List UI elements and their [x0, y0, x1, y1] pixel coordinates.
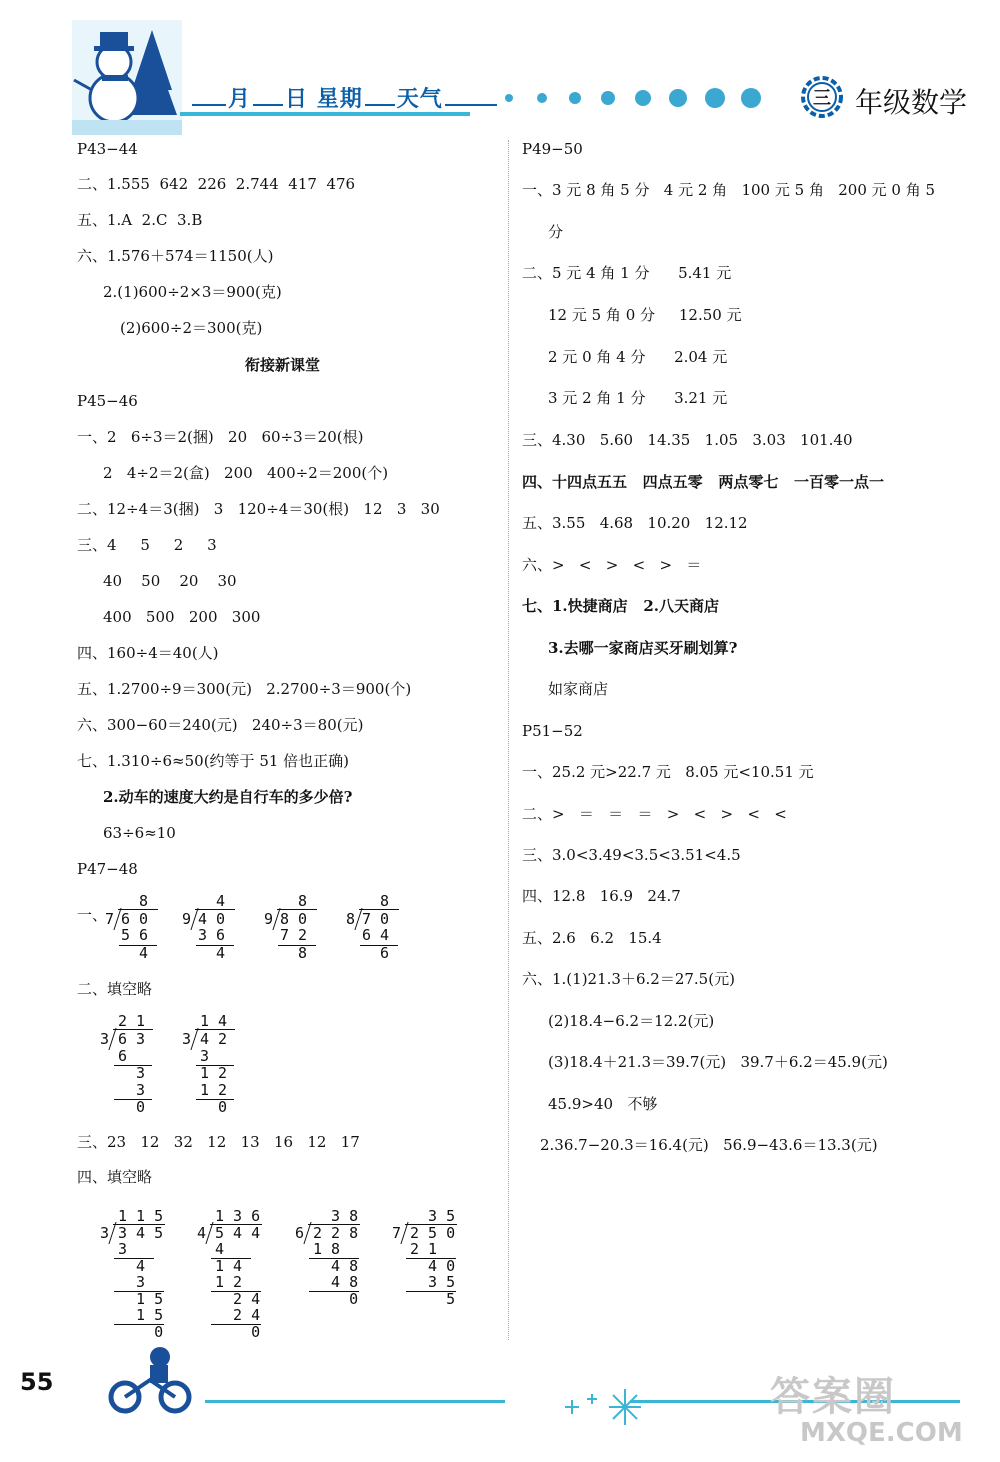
answer-line: 400 500 200 300 — [103, 608, 261, 626]
answer-line: 40 50 20 30 — [103, 572, 237, 590]
weather-label: 天气 — [396, 87, 443, 112]
gear-badge-icon — [800, 75, 844, 119]
answer-line: 二、12÷4＝3(捆) 3 120÷4＝30(根) 12 3 30 — [77, 500, 440, 518]
answer-line: 五、2.6 6.2 15.4 — [522, 929, 662, 947]
girl-on-bicycle-icon — [105, 1345, 195, 1415]
answer-line: 三、23 12 32 12 13 16 12 17 — [77, 1133, 360, 1151]
page-ref-49: P49−50 — [522, 140, 583, 158]
answer-line: 一、3 元 8 角 5 分 4 元 2 角 100 元 5 角 200 元 0 角 5 — [522, 181, 936, 199]
answer-line: 六、> < > < > ＝ — [522, 556, 702, 574]
answer-line: 63÷6≈10 — [103, 824, 176, 842]
page-header — [0, 0, 1000, 140]
answer-line: 四、12.8 16.9 24.7 — [522, 887, 681, 905]
answer-line: (3)18.4＋21.3＝39.7(元) 39.7＋6.2＝45.9(元) — [548, 1053, 888, 1071]
page-ref-47: P47−48 — [77, 860, 138, 878]
answer-line: 七、1.310÷6≈50(约等于 51 倍也正确) — [77, 752, 350, 770]
page-ref-51: P51−52 — [522, 722, 583, 740]
answer-line: 一、2 6÷3＝2(捆) 20 60÷3＝20(根) — [77, 428, 364, 446]
question-label: 二、填空略 — [77, 980, 153, 998]
footer-line — [205, 1400, 505, 1403]
answer-line: 二、1.555 642 226 2.744 417 476 — [77, 175, 356, 193]
column-divider — [508, 140, 509, 1340]
answer-line: 分 — [548, 223, 564, 241]
page-ref-43: P43−44 — [77, 140, 138, 158]
snowman-icon — [72, 20, 182, 135]
answer-line: (2)18.4−6.2＝12.2(元) — [548, 1012, 715, 1030]
answer-line: 12 元 5 角 0 分 12.50 元 — [548, 306, 742, 324]
answer-line: 三、4 5 2 3 — [77, 536, 217, 554]
section-title: 衔接新课堂 — [245, 356, 321, 374]
answer-line: 四、十四点五五 四点五零 两点零七 一百零一点一 — [522, 473, 885, 491]
answer-line: 45.9>40 不够 — [548, 1095, 658, 1113]
answer-line: 二、5 元 4 角 1 分 5.41 元 — [522, 264, 732, 282]
answer-line: 2.36.7−20.3＝16.4(元) 56.9−43.6＝13.3(元) — [540, 1136, 878, 1154]
month-label: 月 — [228, 87, 252, 112]
grade-char: 三 — [813, 88, 831, 109]
snowflake-icon — [555, 1385, 655, 1430]
page-ref-45: P45−46 — [77, 392, 138, 410]
answer-line: 五、3.55 4.68 10.20 12.12 — [522, 514, 748, 532]
weekday-label: 星期 — [316, 87, 363, 112]
day-label: 日 — [285, 87, 309, 112]
answer-line: 五、1.A 2.C 3.B — [77, 211, 203, 229]
answer-line: 二、> ＝ ＝ ＝ > < > < < — [522, 805, 787, 823]
answer-line: 2.动车的速度大约是自行车的多少倍? — [103, 788, 353, 806]
answer-line: 3 元 2 角 1 分 3.21 元 — [548, 389, 728, 407]
answer-line: 五、1.2700÷9＝300(元) 2.2700÷3＝900(个) — [77, 680, 412, 698]
answer-line: 七、1.快捷商店 2.八天商店 — [522, 597, 719, 615]
answer-line: 一、25.2 元>22.7 元 8.05 元<10.51 元 — [522, 763, 814, 781]
answer-line: 2 4÷2＝2(盒) 200 400÷2＝200(个) — [103, 464, 389, 482]
answer-line: 四、160÷4＝40(人) — [77, 644, 219, 662]
answer-line: (2)600÷2＝300(克) — [120, 319, 263, 337]
question-label: 四、填空略 — [77, 1168, 153, 1186]
answer-line: 六、1.576＋574＝1150(人) — [77, 247, 274, 265]
grade-text: 年级数学 — [855, 86, 968, 119]
answer-line: 三、3.0<3.49<3.5<3.51<4.5 — [522, 846, 741, 864]
watermark-url: MXQE.COM — [800, 1418, 963, 1448]
answer-line: 2 元 0 角 4 分 2.04 元 — [548, 348, 728, 366]
question-label: 一、 — [77, 906, 108, 924]
page-number: 55 — [20, 1368, 54, 1396]
date-line — [190, 82, 499, 113]
header-underline — [180, 112, 470, 116]
answer-line: 三、4.30 5.60 14.35 1.05 3.03 101.40 — [522, 431, 853, 449]
watermark: 答案圈 — [770, 1374, 896, 1420]
answer-line: 如家商店 — [548, 680, 609, 698]
answer-line: 3.去哪一家商店买牙刷划算? — [548, 639, 738, 657]
answer-line: 2.(1)600÷2×3＝900(克) — [103, 283, 282, 301]
answer-line: 六、300−60＝240(元) 240÷3＝80(元) — [77, 716, 364, 734]
answer-line: 六、1.(1)21.3＋6.2＝27.5(元) — [522, 970, 735, 988]
